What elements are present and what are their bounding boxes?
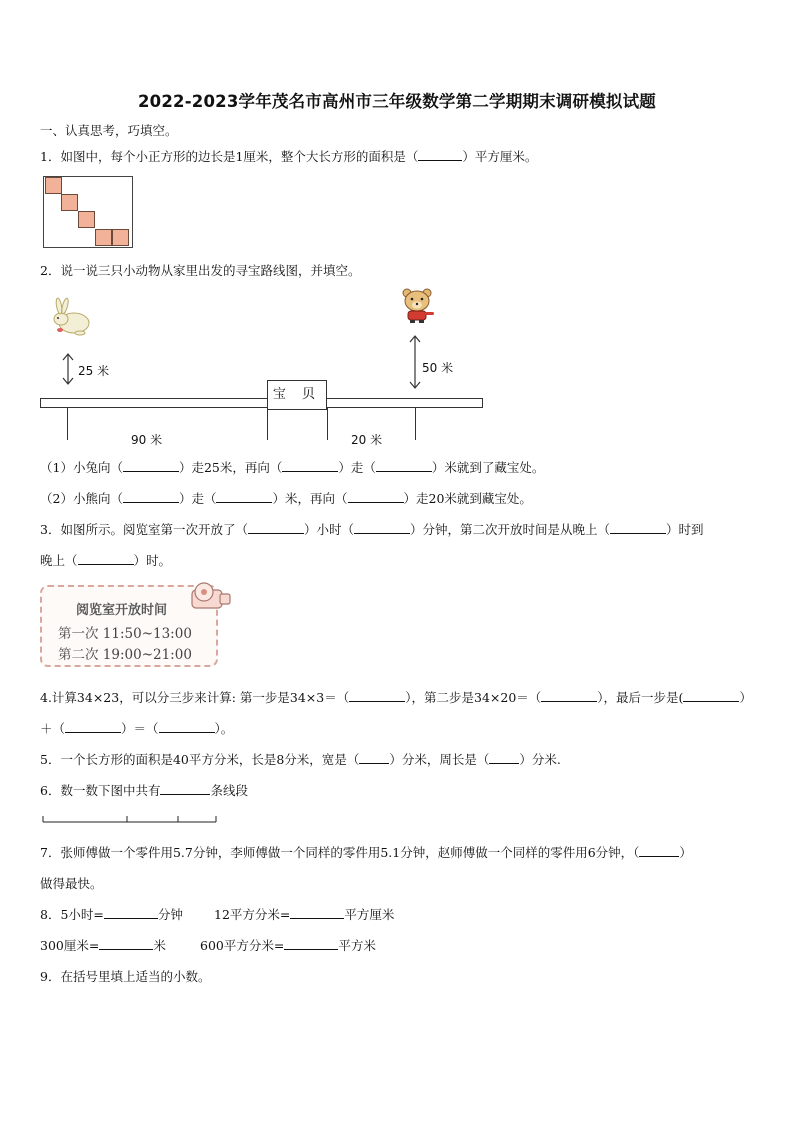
schedule-row-1: 第一次 11:50~13:00 xyxy=(58,626,192,642)
question-4-cont xyxy=(40,719,233,737)
question-3 xyxy=(40,520,704,538)
text: ）走（ xyxy=(178,491,217,506)
answer-blank[interactable] xyxy=(489,751,519,764)
text: 5．一个长方形的面积是40平方分米，长是8分米，宽是（ xyxy=(40,752,360,767)
answer-blank[interactable] xyxy=(282,459,338,472)
question-5 xyxy=(40,750,561,768)
text: ）分米. xyxy=(519,752,561,767)
q1-answer-blank[interactable] xyxy=(418,148,462,161)
q1-text-b: ）平方厘米。 xyxy=(462,149,538,164)
distance-tick xyxy=(67,408,68,440)
text: 300厘米= xyxy=(40,938,100,953)
text: 12平方分米= xyxy=(214,907,291,922)
text: 条线段 xyxy=(210,783,248,798)
text: 平方厘米 xyxy=(344,907,395,922)
text: ）时。 xyxy=(133,553,172,568)
label-25m: 25 米 xyxy=(78,364,110,378)
text: ）米，再向（ xyxy=(272,491,348,506)
question-8-row-2 xyxy=(40,936,166,954)
answer-blank[interactable] xyxy=(248,521,304,534)
schedule-row-2: 第二次 19:00~21:00 xyxy=(58,647,192,663)
text: 米 xyxy=(153,938,166,953)
text: ） xyxy=(679,845,692,860)
question-8-row-2b xyxy=(200,936,376,954)
question-7 xyxy=(40,843,692,861)
grid-cell xyxy=(61,194,78,211)
answer-blank[interactable] xyxy=(610,521,666,534)
page-title: 2022-2023学年茂名市高州市三年级数学第二学期期末调研模拟试题 xyxy=(138,92,656,111)
text: ）小时（ xyxy=(303,522,354,537)
rabbit-icon xyxy=(50,297,94,339)
text: 7．张师傅做一个零件用5.7分钟，李师傅做一个同样的零件用5.1分钟，赵师傅做一个同样的零件用6分钟，（ xyxy=(40,845,640,860)
answer-blank[interactable] xyxy=(349,689,405,702)
text: ）分米，周长是（ xyxy=(389,752,490,767)
question-8-row-1b xyxy=(214,905,394,923)
answer-blank[interactable] xyxy=(159,720,215,733)
distance-tick xyxy=(327,408,328,440)
text: ） xyxy=(739,690,752,705)
label-20m: 20 米 xyxy=(351,433,383,447)
answer-blank[interactable] xyxy=(354,521,410,534)
question-4 xyxy=(40,688,752,706)
text: 晚上（ xyxy=(40,553,78,568)
section-heading: 一、认真思考，巧填空。 xyxy=(40,123,178,138)
arrow-25-icon xyxy=(61,352,75,386)
line-segments-figure xyxy=(40,812,220,824)
distance-tick xyxy=(415,408,416,440)
answer-blank[interactable] xyxy=(359,751,389,764)
answer-blank[interactable] xyxy=(683,689,739,702)
question-8-row-1 xyxy=(40,905,183,923)
text: （1）小兔向（ xyxy=(40,460,123,475)
text: ）。 xyxy=(214,721,234,736)
text: ）走（ xyxy=(338,460,376,475)
answer-blank[interactable] xyxy=(376,459,432,472)
projector-icon xyxy=(188,580,234,614)
text: 4.计算34×23，可以分三步来计算: 第一步是34×3＝（ xyxy=(40,690,350,705)
text: 3．如图所示。阅览室第一次开放了（ xyxy=(40,522,248,537)
grid-cell xyxy=(45,177,62,194)
answer-blank[interactable] xyxy=(65,720,121,733)
treasure-box: 宝 贝 xyxy=(267,380,327,410)
text: 分钟 xyxy=(157,907,183,922)
question-1 xyxy=(40,147,537,165)
question-9: 9．在括号里填上适当的小数。 xyxy=(40,969,211,984)
text: ），最后一步是( xyxy=(597,690,684,705)
arrow-50-icon xyxy=(408,334,422,390)
question-6 xyxy=(40,781,248,799)
text: ）走20米就到藏宝处。 xyxy=(403,491,532,506)
q2-line-1 xyxy=(40,458,544,476)
text: ）时到 xyxy=(666,522,704,537)
route-road xyxy=(40,398,483,408)
text: ）米就到了藏宝处。 xyxy=(431,460,545,475)
text: （2）小熊向（ xyxy=(40,491,123,506)
answer-blank[interactable] xyxy=(639,844,679,857)
answer-blank[interactable] xyxy=(284,937,338,950)
text: ），第二步是34×20＝（ xyxy=(405,690,542,705)
answer-blank[interactable] xyxy=(216,490,272,503)
label-50m: 50 米 xyxy=(422,361,454,375)
schedule-title: 阅览室开放时间 xyxy=(76,603,168,618)
text: 8．5小时= xyxy=(40,907,104,922)
text: ）＝（ xyxy=(121,721,159,736)
grid-cell xyxy=(112,229,129,246)
text: 600平方分米= xyxy=(200,938,285,953)
distance-tick xyxy=(267,408,268,440)
question-7-cont: 做得最快。 xyxy=(40,876,103,891)
answer-blank[interactable] xyxy=(123,490,179,503)
grid-figure xyxy=(43,176,133,248)
text: ）分钟，第二次开放时间是从晚上（ xyxy=(409,522,610,537)
question-3-cont xyxy=(40,551,171,569)
grid-cell xyxy=(78,211,95,228)
bear-icon xyxy=(398,287,438,325)
answer-blank[interactable] xyxy=(541,689,597,702)
answer-blank[interactable] xyxy=(78,552,134,565)
answer-blank[interactable] xyxy=(160,782,210,795)
answer-blank[interactable] xyxy=(123,459,179,472)
answer-blank[interactable] xyxy=(104,906,158,919)
question-2: 2．说一说三只小动物从家里出发的寻宝路线图，并填空。 xyxy=(40,263,361,278)
text: 6．数一数下图中共有 xyxy=(40,783,161,798)
text: ＋（ xyxy=(40,721,66,736)
grid-cell xyxy=(95,229,112,246)
q1-text-a: 1．如图中，每个小正方形的边长是1厘米，整个大长方形的面积是（ xyxy=(40,149,419,164)
label-90m: 90 米 xyxy=(131,433,163,447)
q2-line-2 xyxy=(40,489,532,507)
answer-blank[interactable] xyxy=(290,906,344,919)
text: ）走25米，再向（ xyxy=(178,460,283,475)
answer-blank[interactable] xyxy=(99,937,153,950)
text: 平方米 xyxy=(338,938,376,953)
answer-blank[interactable] xyxy=(348,490,404,503)
